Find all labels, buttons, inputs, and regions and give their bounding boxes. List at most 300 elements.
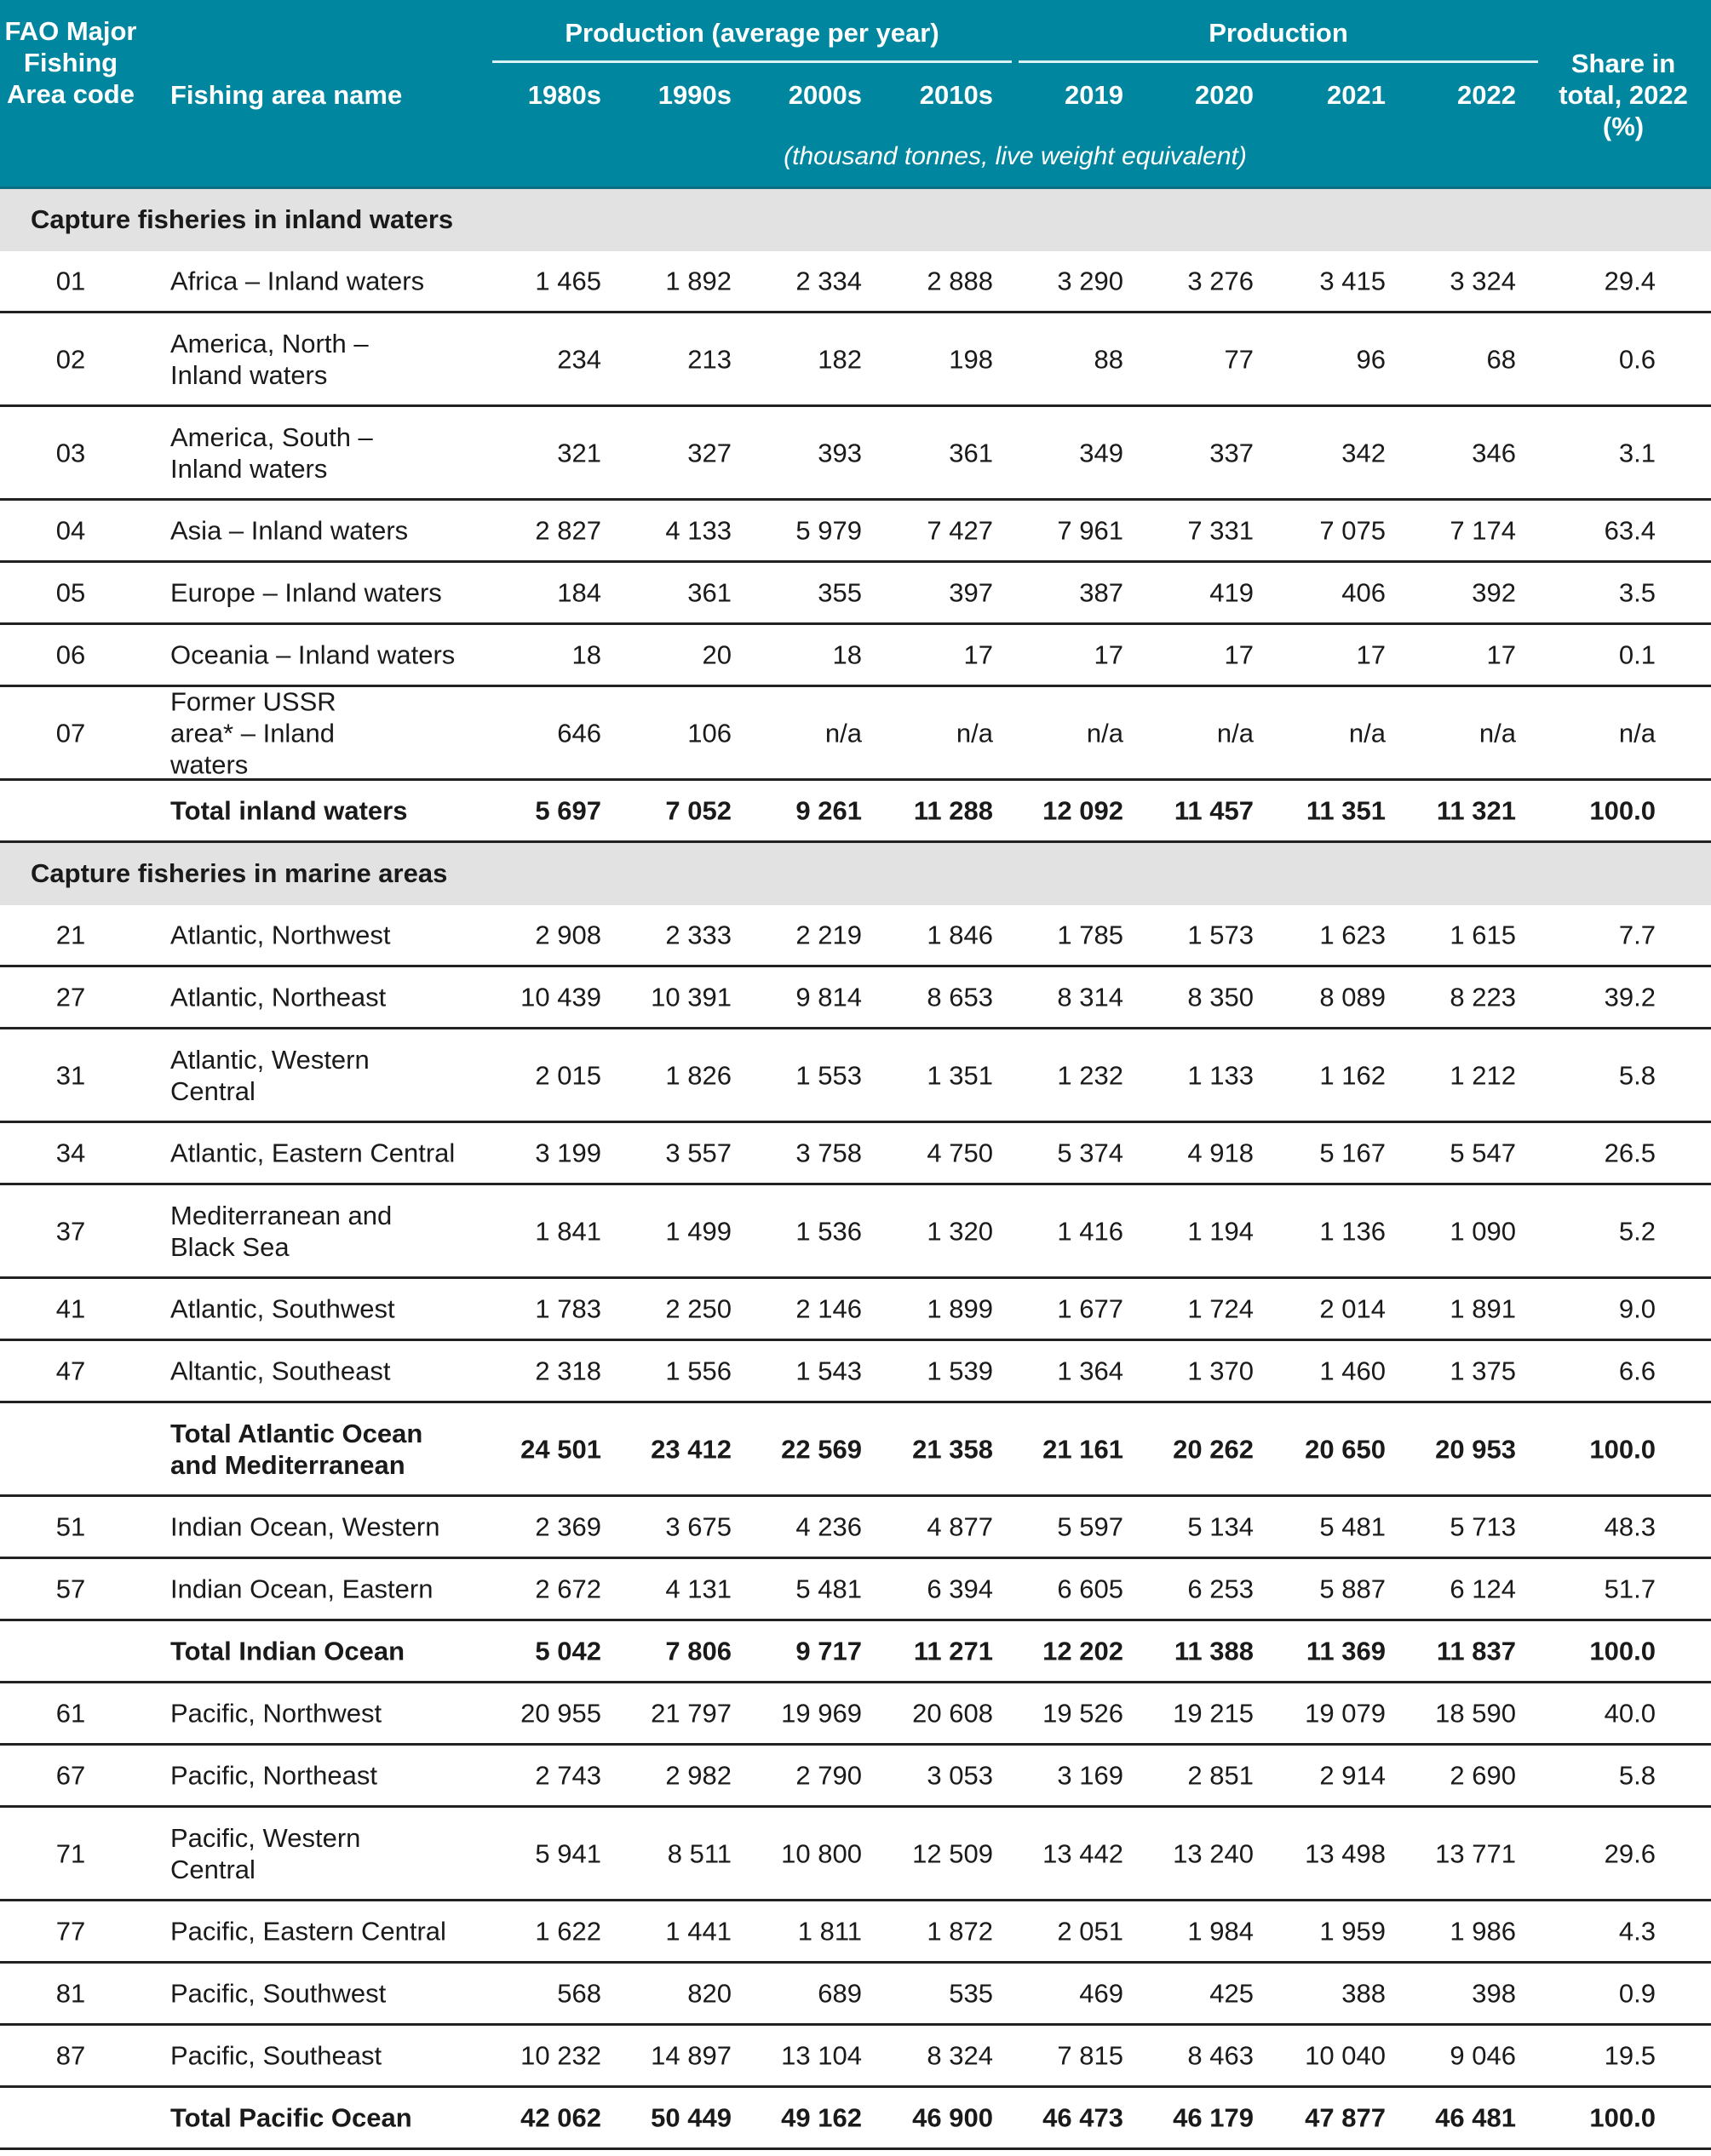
- value-2000s: 19 969: [781, 1698, 862, 1729]
- table-row: [0, 313, 1711, 407]
- table-row: [0, 1683, 1711, 1746]
- value-2021: 342: [1341, 438, 1386, 467]
- area-name: Total Atlantic Ocean and Mediterranean: [170, 1418, 423, 1480]
- value-2020: 5 134: [1187, 1511, 1254, 1542]
- header-name: Fishing area name: [170, 80, 403, 110]
- value-2022: 5 713: [1450, 1511, 1516, 1542]
- value-2000s: 9 717: [795, 1636, 862, 1666]
- table-row: [0, 1185, 1711, 1279]
- value-2022: 2 690: [1450, 1760, 1516, 1791]
- share-2022: 3.1: [1618, 438, 1656, 467]
- value-2019: 349: [1079, 438, 1123, 467]
- value-2019: 387: [1079, 577, 1123, 608]
- value-2021: 8 089: [1319, 982, 1386, 1012]
- value-2021: 13 498: [1305, 1838, 1386, 1868]
- value-1980s: 2 743: [535, 1760, 601, 1791]
- area-code: 57: [55, 1574, 86, 1604]
- value-2020: 3 276: [1187, 266, 1254, 296]
- area-code: 31: [55, 1060, 86, 1090]
- area-name: Pacific, Eastern Central: [170, 1916, 446, 1947]
- value-2010s: 3 053: [927, 1760, 993, 1791]
- value-2019: 12 202: [1042, 1636, 1123, 1666]
- value-2010s: 198: [949, 344, 993, 374]
- table-row: [0, 1279, 1711, 1341]
- area-name: Atlantic, Western Central: [170, 1044, 370, 1106]
- value-1990s: 820: [687, 1978, 732, 2009]
- value-2021: 11 369: [1306, 1636, 1386, 1666]
- share-2022: 100.0: [1589, 795, 1656, 826]
- value-1990s: 327: [687, 438, 732, 467]
- area-name: Atlantic, Northeast: [170, 982, 387, 1012]
- area-name: America, North – Inland waters: [170, 328, 369, 390]
- value-2022: 398: [1472, 1978, 1516, 2009]
- value-1990s: 7 052: [665, 795, 732, 826]
- section-title: Capture fisheries in marine areas: [31, 858, 448, 888]
- value-2000s: 182: [818, 344, 862, 374]
- header-col-2020: 2020: [1195, 80, 1254, 110]
- value-1990s: 106: [687, 718, 732, 748]
- value-2021: 388: [1341, 1978, 1386, 2009]
- table-row: [0, 251, 1711, 313]
- value-2020: 19 215: [1173, 1698, 1254, 1729]
- share-2022: 100.0: [1589, 1434, 1656, 1464]
- value-2021: 2 014: [1319, 1293, 1386, 1324]
- table-row: [0, 2026, 1711, 2088]
- value-2020: 1 573: [1187, 920, 1254, 950]
- table-row: [0, 1497, 1711, 1559]
- share-2022: 0.9: [1618, 1978, 1656, 2009]
- value-2022: 6 124: [1450, 1574, 1516, 1604]
- value-2010s: 397: [949, 577, 993, 608]
- value-1980s: 321: [557, 438, 601, 467]
- value-2000s: 5 979: [795, 515, 862, 546]
- share-2022: 9.0: [1618, 1293, 1656, 1324]
- value-2020: 46 179: [1173, 2102, 1254, 2133]
- value-2000s: 2 334: [795, 266, 862, 296]
- value-2020: 11 388: [1174, 1636, 1254, 1666]
- value-2022: 17: [1486, 639, 1516, 670]
- value-2019: 17: [1094, 639, 1123, 670]
- area-name: Indian Ocean, Eastern: [170, 1574, 433, 1604]
- value-2022: n/a: [1478, 718, 1516, 748]
- value-2000s: 2 219: [795, 920, 862, 950]
- value-1980s: 10 439: [520, 982, 601, 1012]
- value-1990s: 1 892: [665, 266, 732, 296]
- value-2022: 9 046: [1450, 2040, 1516, 2071]
- value-1990s: 8 511: [667, 1838, 732, 1868]
- value-2020: 6 253: [1187, 1574, 1254, 1604]
- area-name: Total Indian Ocean: [170, 1636, 405, 1666]
- header-col-2010s: 2010s: [919, 80, 993, 110]
- value-2022: 1 375: [1450, 1356, 1516, 1386]
- area-name: Pacific, Southwest: [170, 1978, 387, 2009]
- value-2000s: 1 811: [797, 1916, 862, 1947]
- value-2010s: 1 351: [927, 1060, 993, 1090]
- share-2022: 29.4: [1604, 266, 1656, 296]
- section-header: [0, 843, 1711, 905]
- value-2000s: 13 104: [781, 2040, 862, 2071]
- share-2022: 7.7: [1618, 920, 1656, 950]
- table-row: [0, 1901, 1711, 1964]
- area-code: 61: [55, 1698, 86, 1729]
- value-1980s: 42 062: [520, 2102, 601, 2133]
- value-2000s: 9 261: [795, 795, 862, 826]
- value-2021: 1 623: [1319, 920, 1386, 950]
- share-2022: 29.6: [1604, 1838, 1656, 1868]
- value-1990s: 2 333: [665, 920, 732, 950]
- total-row: [0, 1403, 1711, 1497]
- section-title: Capture fisheries in inland waters: [31, 204, 454, 234]
- area-code: 21: [55, 920, 86, 950]
- total-row: [0, 2088, 1711, 2150]
- share-2022: 5.8: [1618, 1760, 1656, 1791]
- header-group-production: Production: [1209, 18, 1348, 48]
- area-name: Atlantic, Eastern Central: [170, 1138, 456, 1168]
- value-1980s: 568: [557, 1978, 601, 2009]
- value-2021: n/a: [1348, 718, 1386, 748]
- value-1980s: 5 042: [535, 1636, 601, 1666]
- area-code: 04: [55, 515, 86, 546]
- value-2019: 21 161: [1042, 1434, 1123, 1464]
- value-2010s: 1 899: [927, 1293, 993, 1324]
- value-1980s: 3 199: [535, 1138, 601, 1168]
- value-1980s: 234: [557, 344, 601, 374]
- share-2022: 0.1: [1618, 639, 1656, 670]
- value-2019: 46 473: [1042, 2102, 1123, 2133]
- value-2021: 3 415: [1319, 266, 1386, 296]
- value-2020: 77: [1224, 344, 1254, 374]
- area-code: 81: [55, 1978, 86, 2009]
- header-col-2019: 2019: [1065, 80, 1123, 110]
- header-col-2021: 2021: [1327, 80, 1386, 110]
- area-name: Indian Ocean, Western: [170, 1511, 440, 1542]
- table-row: [0, 967, 1711, 1029]
- value-2020: 1 194: [1187, 1216, 1254, 1246]
- value-1980s: 1 841: [535, 1216, 601, 1246]
- value-2020: 1 370: [1187, 1356, 1254, 1386]
- total-row: [0, 781, 1711, 843]
- value-2019: n/a: [1086, 718, 1123, 748]
- value-2010s: 1 872: [927, 1916, 993, 1947]
- share-2022: 19.5: [1604, 2040, 1656, 2071]
- value-2022: 1 891: [1450, 1293, 1516, 1324]
- area-code: 77: [55, 1916, 86, 1947]
- area-code: 07: [55, 718, 86, 748]
- value-1990s: 23 412: [651, 1434, 732, 1464]
- value-1990s: 3 675: [665, 1511, 732, 1542]
- value-1990s: 20: [702, 639, 732, 670]
- area-code: 01: [55, 266, 86, 296]
- value-2021: 2 914: [1319, 1760, 1386, 1791]
- value-1980s: 10 232: [520, 2040, 601, 2071]
- value-2019: 12 092: [1042, 795, 1123, 826]
- value-2020: 1 133: [1187, 1060, 1254, 1090]
- value-2010s: 7 427: [927, 515, 993, 546]
- share-2022: 48.3: [1604, 1511, 1656, 1542]
- value-2022: 7 174: [1450, 515, 1516, 546]
- value-1980s: 2 908: [535, 920, 601, 950]
- value-1980s: 1 783: [535, 1293, 601, 1324]
- value-2022: 1 986: [1450, 1916, 1516, 1947]
- header-col-1980s: 1980s: [527, 80, 601, 110]
- value-2020: 2 851: [1187, 1760, 1254, 1791]
- value-1980s: 2 369: [535, 1511, 601, 1542]
- value-2000s: 1 553: [795, 1060, 862, 1090]
- value-2020: 11 457: [1174, 795, 1254, 826]
- value-1990s: 4 133: [665, 515, 732, 546]
- value-2000s: 355: [818, 577, 862, 608]
- value-1980s: 1 465: [535, 266, 601, 296]
- value-1980s: 1 622: [535, 1916, 601, 1947]
- value-2021: 5 167: [1319, 1138, 1386, 1168]
- share-2022: 4.3: [1618, 1916, 1656, 1947]
- value-1990s: 1 556: [665, 1356, 732, 1386]
- value-1980s: 24 501: [520, 1434, 601, 1464]
- area-name: Atlantic, Northwest: [170, 920, 391, 950]
- area-name: Pacific, Northwest: [170, 1698, 382, 1729]
- share-2022: 39.2: [1604, 982, 1656, 1012]
- value-1990s: 213: [687, 344, 732, 374]
- value-2021: 1 136: [1319, 1216, 1386, 1246]
- table-row: [0, 1123, 1711, 1185]
- value-2020: 7 331: [1187, 515, 1254, 546]
- share-2022: 51.7: [1604, 1574, 1656, 1604]
- value-2022: 1 615: [1450, 920, 1516, 950]
- value-2019: 6 605: [1057, 1574, 1123, 1604]
- value-2021: 17: [1356, 639, 1386, 670]
- area-name: America, South – Inland waters: [170, 421, 373, 484]
- value-2000s: 3 758: [795, 1138, 862, 1168]
- value-2019: 1 785: [1057, 920, 1123, 950]
- value-2021: 7 075: [1319, 515, 1386, 546]
- value-2010s: n/a: [956, 718, 993, 748]
- table-row: [0, 1341, 1711, 1403]
- value-2019: 7 815: [1057, 2040, 1123, 2071]
- value-2019: 2 051: [1057, 1916, 1123, 1947]
- table-row: [0, 563, 1711, 625]
- value-2022: 346: [1472, 438, 1516, 467]
- value-2019: 5 374: [1057, 1138, 1123, 1168]
- value-2021: 11 351: [1306, 795, 1386, 826]
- value-2019: 1 364: [1057, 1356, 1123, 1386]
- value-2020: 1 984: [1187, 1916, 1254, 1947]
- value-2010s: 20 608: [912, 1698, 993, 1729]
- table-row: [0, 905, 1711, 967]
- header-col-2022: 2022: [1457, 80, 1516, 110]
- area-code: 02: [55, 344, 86, 374]
- value-2000s: 2 146: [795, 1293, 862, 1324]
- share-2022: 26.5: [1604, 1138, 1656, 1168]
- value-1990s: 1 441: [665, 1916, 732, 1947]
- area-name: Africa – Inland waters: [170, 266, 425, 296]
- value-2019: 7 961: [1057, 515, 1123, 546]
- value-2021: 1 162: [1319, 1060, 1386, 1090]
- value-2010s: 21 358: [912, 1434, 993, 1464]
- area-code: 05: [55, 577, 86, 608]
- value-2022: 1 090: [1450, 1216, 1516, 1246]
- table-body: [0, 189, 1711, 2150]
- header-group-average: Production (average per year): [565, 18, 939, 48]
- table-row: [0, 1808, 1711, 1901]
- value-2019: 3 290: [1057, 266, 1123, 296]
- value-1980s: 2 015: [535, 1060, 601, 1090]
- area-code: 41: [55, 1293, 86, 1324]
- value-1980s: 2 672: [535, 1574, 601, 1604]
- share-2022: 100.0: [1589, 2102, 1656, 2133]
- share-2022: 3.5: [1618, 577, 1656, 608]
- table-row: [0, 1964, 1711, 2026]
- table-row: [0, 407, 1711, 501]
- area-name: Total inland waters: [170, 795, 408, 826]
- area-code: 51: [55, 1511, 86, 1542]
- table-row: [0, 1559, 1711, 1621]
- value-1990s: 14 897: [651, 2040, 732, 2071]
- value-2000s: 1 543: [795, 1356, 862, 1386]
- value-2021: 96: [1356, 344, 1386, 374]
- area-name: Asia – Inland waters: [170, 515, 409, 546]
- share-2022: 100.0: [1589, 1636, 1656, 1666]
- value-2022: 1 212: [1450, 1060, 1516, 1090]
- value-2020: 425: [1209, 1978, 1254, 2009]
- value-2000s: n/a: [824, 718, 862, 748]
- value-1980s: 646: [557, 718, 601, 748]
- share-2022: 5.8: [1618, 1060, 1656, 1090]
- value-2020: n/a: [1216, 718, 1254, 748]
- value-1990s: 3 557: [665, 1138, 732, 1168]
- value-2010s: 361: [949, 438, 993, 467]
- value-2010s: 1 846: [927, 920, 993, 950]
- area-code: 03: [55, 438, 86, 467]
- value-2019: 13 442: [1042, 1838, 1123, 1868]
- value-2022: 11 321: [1436, 795, 1516, 826]
- value-2020: 337: [1209, 438, 1254, 467]
- header-col-1990s: 1990s: [657, 80, 732, 110]
- table-row: [0, 1746, 1711, 1808]
- value-2010s: 1 539: [927, 1356, 993, 1386]
- value-1990s: 2 982: [665, 1760, 732, 1791]
- value-2021: 1 460: [1319, 1356, 1386, 1386]
- value-2021: 406: [1341, 577, 1386, 608]
- share-2022: 63.4: [1604, 515, 1656, 546]
- value-2020: 1 724: [1187, 1293, 1254, 1324]
- area-name: Pacific, Western Central: [170, 1822, 361, 1884]
- value-2019: 3 169: [1057, 1760, 1123, 1791]
- value-2022: 46 481: [1435, 2102, 1516, 2133]
- value-1990s: 2 250: [665, 1293, 732, 1324]
- area-code: 27: [55, 982, 86, 1012]
- value-2019: 1 416: [1057, 1216, 1123, 1246]
- value-2020: 17: [1224, 639, 1254, 670]
- value-2010s: 4 750: [927, 1138, 993, 1168]
- header-group-rule: [1019, 60, 1538, 63]
- value-2021: 10 040: [1305, 2040, 1386, 2071]
- value-2000s: 22 569: [781, 1434, 862, 1464]
- value-1980s: 5 697: [535, 795, 601, 826]
- value-2020: 20 262: [1173, 1434, 1254, 1464]
- area-name: Former USSR area* – Inland waters: [170, 686, 336, 779]
- value-1980s: 20 955: [520, 1698, 601, 1729]
- value-1990s: 1 826: [665, 1060, 732, 1090]
- area-code: 06: [55, 639, 86, 670]
- section-header: [0, 189, 1711, 251]
- value-2000s: 689: [818, 1978, 862, 2009]
- value-2019: 469: [1079, 1978, 1123, 2009]
- value-2010s: 8 324: [927, 2040, 993, 2071]
- value-2021: 19 079: [1305, 1698, 1386, 1729]
- area-code: 87: [55, 2040, 86, 2071]
- value-1980s: 2 318: [535, 1356, 601, 1386]
- table-row: [0, 501, 1711, 563]
- value-2010s: 535: [949, 1978, 993, 2009]
- value-2010s: 11 288: [913, 795, 993, 826]
- table-row: [0, 625, 1711, 687]
- value-1990s: 21 797: [651, 1698, 732, 1729]
- value-2000s: 4 236: [795, 1511, 862, 1542]
- value-2010s: 1 320: [927, 1216, 993, 1246]
- value-2010s: 12 509: [912, 1838, 993, 1868]
- value-2022: 392: [1472, 577, 1516, 608]
- table-row: [0, 1029, 1711, 1123]
- value-2000s: 9 814: [795, 982, 862, 1012]
- header-group-rule: [492, 60, 1012, 63]
- value-2000s: 10 800: [781, 1838, 862, 1868]
- area-code: 34: [55, 1138, 86, 1168]
- table-row: [0, 687, 1711, 781]
- header-col-2000s: 2000s: [788, 80, 862, 110]
- value-2021: 5 887: [1319, 1574, 1386, 1604]
- value-2020: 419: [1209, 577, 1254, 608]
- value-2020: 13 240: [1173, 1838, 1254, 1868]
- value-2010s: 11 271: [913, 1636, 993, 1666]
- area-code: 71: [55, 1838, 86, 1868]
- area-code: 67: [55, 1760, 86, 1791]
- value-2019: 19 526: [1042, 1698, 1123, 1729]
- value-2019: 88: [1094, 344, 1123, 374]
- area-name: Oceania – Inland waters: [170, 639, 456, 670]
- value-2021: 47 877: [1305, 2102, 1386, 2133]
- area-code: 47: [55, 1356, 86, 1386]
- area-name: Europe – Inland waters: [170, 577, 442, 608]
- value-2000s: 2 790: [795, 1760, 862, 1791]
- value-2000s: 5 481: [795, 1574, 862, 1604]
- share-2022: 0.6: [1618, 344, 1656, 374]
- value-2021: 1 959: [1319, 1916, 1386, 1947]
- table-header: [0, 0, 1711, 189]
- value-2022: 3 324: [1450, 266, 1516, 296]
- area-name: Atlantic, Southwest: [170, 1293, 395, 1324]
- area-name: Altantic, Southeast: [170, 1356, 391, 1386]
- value-2020: 8 350: [1187, 982, 1254, 1012]
- value-2021: 5 481: [1319, 1511, 1386, 1542]
- value-2010s: 8 653: [927, 982, 993, 1012]
- value-1990s: 10 391: [651, 982, 732, 1012]
- value-2010s: 2 888: [927, 266, 993, 296]
- value-2010s: 46 900: [912, 2102, 993, 2133]
- value-2000s: 1 536: [795, 1216, 862, 1246]
- value-2010s: 6 394: [927, 1574, 993, 1604]
- value-1980s: 2 827: [535, 515, 601, 546]
- value-2022: 11 837: [1436, 1636, 1516, 1666]
- value-2010s: 17: [963, 639, 993, 670]
- value-1990s: 361: [687, 577, 732, 608]
- area-name: Mediterranean and Black Sea: [170, 1200, 393, 1262]
- value-2020: 8 463: [1187, 2040, 1254, 2071]
- share-2022: 5.2: [1618, 1216, 1656, 1246]
- value-2022: 20 953: [1435, 1434, 1516, 1464]
- value-2022: 5 547: [1450, 1138, 1516, 1168]
- total-row: [0, 1621, 1711, 1683]
- share-2022: n/a: [1618, 718, 1656, 748]
